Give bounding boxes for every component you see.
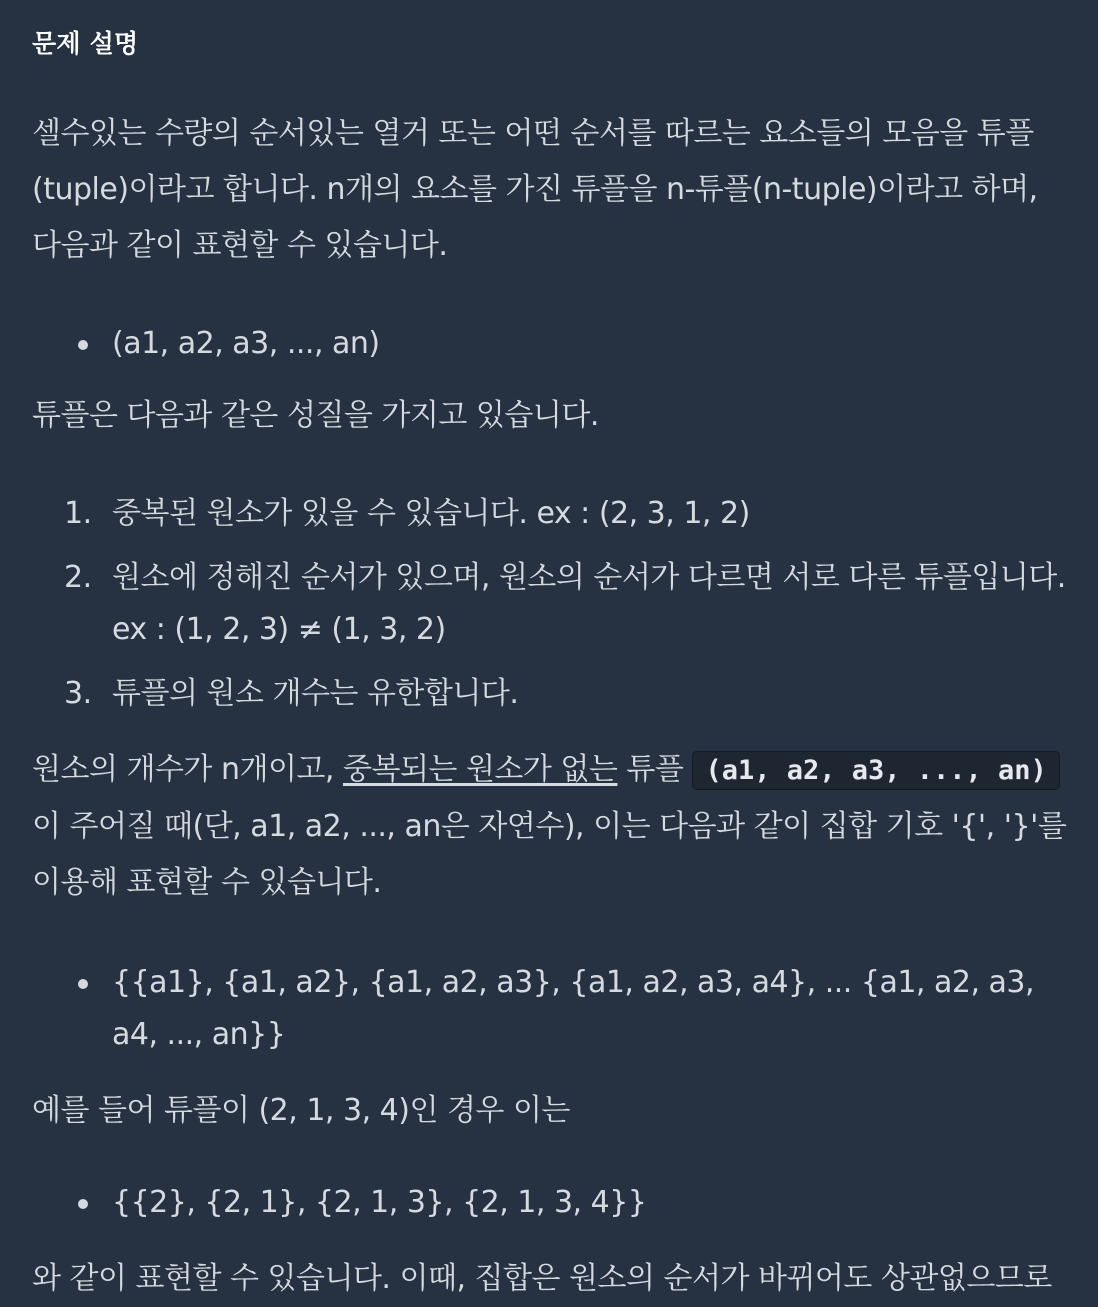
inline-code: (a1, a2, a3, ..., an) — [692, 751, 1059, 790]
text-segment: 원소의 개수가 n개이고, — [32, 752, 343, 787]
list-item-text: 중복된 원소가 있을 수 있습니다. ex : (2, 3, 1, 2) — [112, 496, 750, 531]
list-number: 2. — [64, 560, 92, 595]
tuple-notation-list — [32, 318, 1068, 370]
text-segment: 이 주어질 때(단, a1, a2, ..., an은 자연수), 이는 다음과 같이 집합 기호 '{', '}'를 이용해 표현할 수 있습니다. — [32, 809, 1067, 900]
list-number: 3. — [64, 676, 92, 711]
closing-paragraph: 와 같이 표현할 수 있습니다. 이때, 집합은 원소의 순서가 바뀌어도 상관없으므로 — [32, 1261, 1052, 1296]
underlined-emphasis: 중복되는 원소가 없는 — [342, 752, 618, 787]
list-item — [64, 668, 1068, 720]
list-item-text: 원소에 정해진 순서가 있으며, 원소의 순서가 다르면 서로 다른 튜플입니다. ex : (1, 2, 3) ≠ (1, 3, 2) — [112, 560, 1066, 647]
list-item — [64, 488, 1068, 540]
list-item: {{a1}, {a1, a2}, {a1, a2, a3}, {a1, a2, a3, a4}, ... {a1, a2, a3, a4, ..., an}} — [112, 957, 1068, 1061]
text-segment: 튜플 — [617, 752, 693, 787]
list-item — [64, 552, 1068, 656]
list-item: (a1, a2, a3, ..., an) — [112, 318, 1068, 370]
list-number: 1. — [64, 496, 92, 531]
set-notation-list — [32, 957, 1068, 1061]
example-set-list — [32, 1177, 1068, 1229]
intro-paragraph: 셀수있는 수량의 순서있는 열거 또는 어떤 순서를 따르는 요소들의 모음을 튜플(tuple)이라고 합니다. n개의 요소를 가진 튜플을 n-튜플(n-tuple)이라고 하며, 다음과 같이 표현할 수 있습니다. — [32, 116, 1038, 263]
tuple-properties-list — [32, 488, 1068, 720]
list-item-text: 튜플의 원소 개수는 유한합니다. — [112, 676, 519, 711]
properties-intro-paragraph: 튜플은 다음과 같은 성질을 가지고 있습니다. — [32, 398, 599, 433]
list-item: {{2}, {2, 1}, {2, 1, 3}, {2, 1, 3, 4}} — [112, 1177, 1068, 1229]
section-title: 문제 설명 — [32, 29, 139, 58]
set-notation-paragraph — [32, 742, 1068, 911]
example-paragraph: 예를 들어 튜플이 (2, 1, 3, 4)인 경우 이는 — [32, 1093, 570, 1128]
